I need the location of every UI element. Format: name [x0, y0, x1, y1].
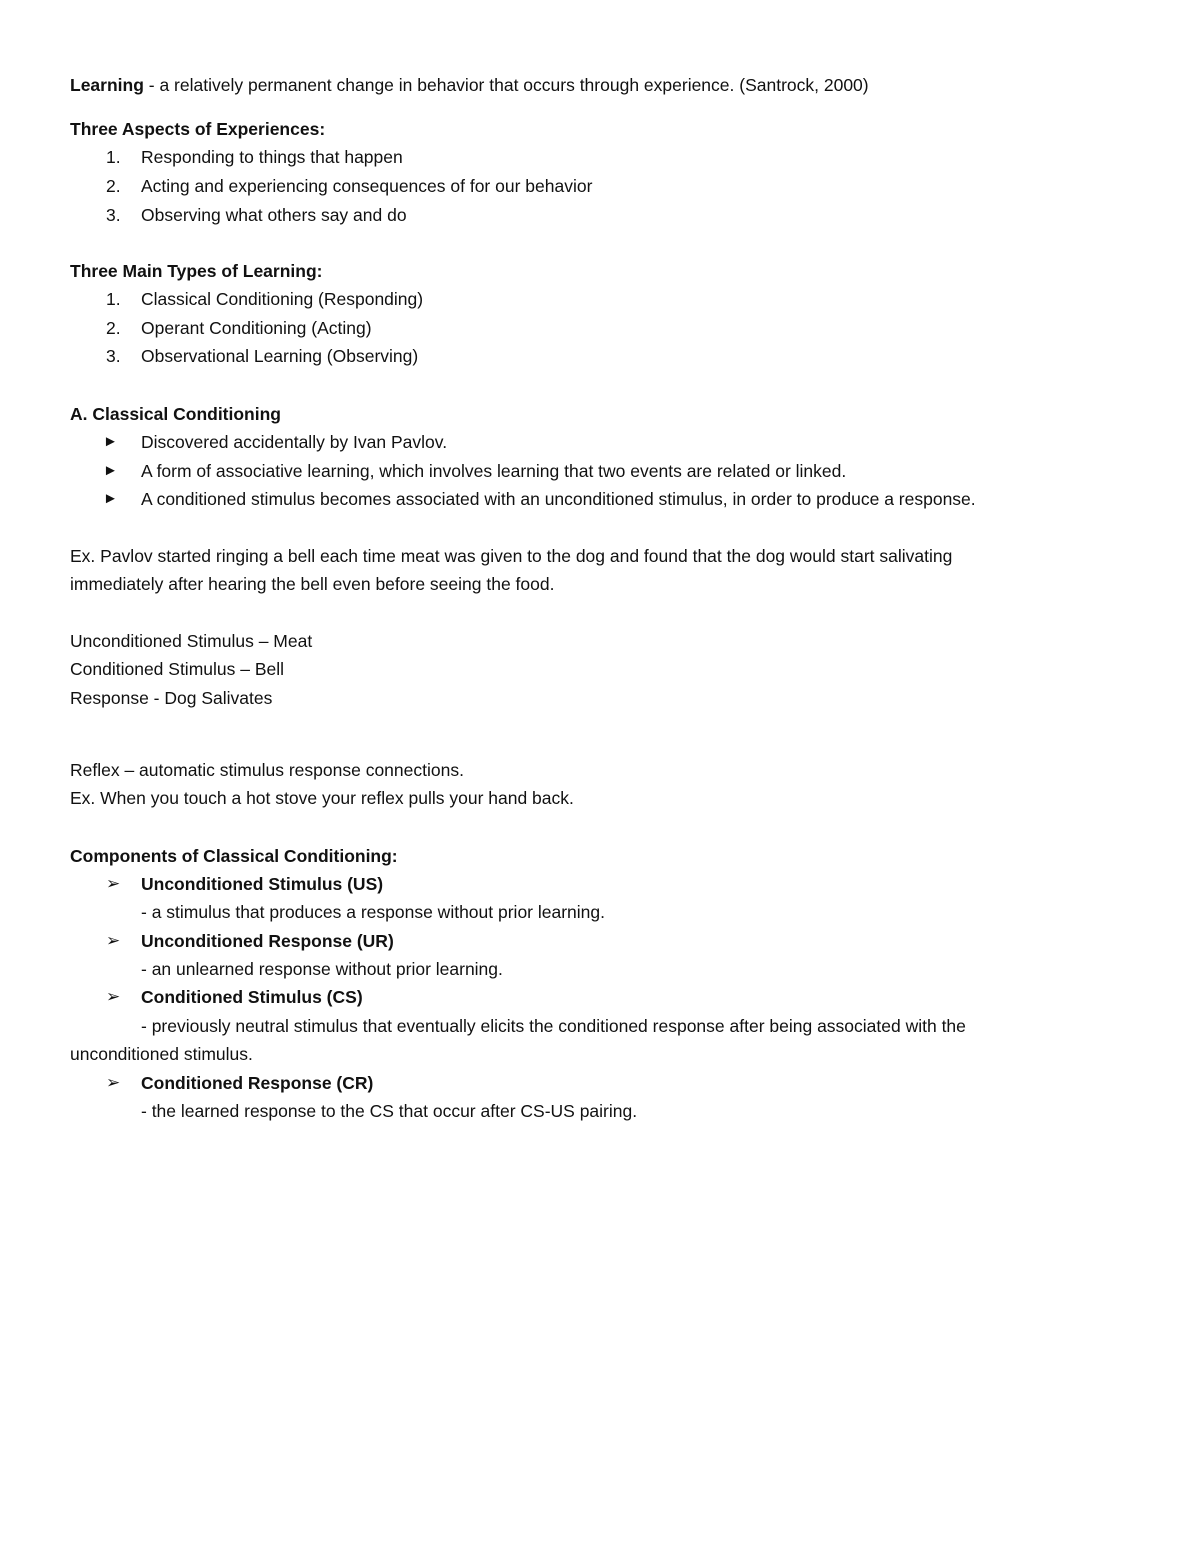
- component-description: - the learned response to the CS that occur after CS-US pairing.: [141, 1101, 638, 1121]
- component-title: Conditioned Response (CR): [141, 1073, 374, 1093]
- learning-definition: [70, 74, 869, 96]
- component-description: - a stimulus that produces a response without prior learning.: [141, 902, 605, 922]
- aspect-number: 3.: [106, 205, 121, 225]
- aspect-number: 2.: [106, 176, 121, 196]
- aspect-item: Observing what others say and do: [141, 205, 407, 225]
- type-item: Classical Conditioning (Responding): [141, 289, 424, 309]
- aspect-number: 1.: [106, 147, 121, 167]
- type-number: 2.: [106, 318, 121, 338]
- reflex-example: Ex. When you touch a hot stove your reflex pulls your hand back.: [70, 788, 574, 808]
- components-heading: Components of Classical Conditioning:: [70, 846, 398, 866]
- aspect-item: Responding to things that happen: [141, 147, 403, 167]
- component-description-continued: unconditioned stimulus.: [70, 1044, 253, 1064]
- definition-text: - a relatively permanent change in behavior that occurs through experience. (Santrock, 2000): [143, 75, 869, 95]
- arrow-bullet-icon: ►: [103, 490, 118, 507]
- component-title: Unconditioned Stimulus (US): [141, 874, 384, 894]
- component-description: - an unlearned response without prior learning.: [141, 959, 503, 979]
- classical-bullet: A conditioned stimulus becomes associated with an unconditioned stimulus, in order to produce a response.: [141, 489, 976, 509]
- type-item: Observational Learning (Observing): [141, 346, 419, 366]
- chevron-bullet-icon: ➢: [106, 1073, 121, 1092]
- type-number: 1.: [106, 289, 121, 309]
- classical-bullet: A form of associative learning, which involves learning that two events are related or linked.: [141, 461, 847, 481]
- type-item: Operant Conditioning (Acting): [141, 318, 372, 338]
- arrow-bullet-icon: ►: [103, 433, 118, 450]
- reflex-definition: Reflex – automatic stimulus response connections.: [70, 760, 464, 780]
- aspects-heading: Three Aspects of Experiences:: [70, 119, 326, 139]
- pavlov-example-line: Ex. Pavlov started ringing a bell each time meat was given to the dog and found that the dog would start salivating: [70, 546, 953, 566]
- stimulus-line: Response - Dog Salivates: [70, 688, 273, 708]
- chevron-bullet-icon: ➢: [106, 987, 121, 1006]
- aspect-item: Acting and experiencing consequences of for our behavior: [141, 176, 593, 196]
- chevron-bullet-icon: ➢: [106, 874, 121, 893]
- stimulus-line: Conditioned Stimulus – Bell: [70, 659, 285, 679]
- component-title: Unconditioned Response (UR): [141, 931, 394, 951]
- arrow-bullet-icon: ►: [103, 462, 118, 479]
- classical-heading: A. Classical Conditioning: [70, 404, 281, 424]
- classical-bullet: Discovered accidentally by Ivan Pavlov.: [141, 432, 448, 452]
- component-title: Conditioned Stimulus (CS): [141, 987, 363, 1007]
- chevron-bullet-icon: ➢: [106, 931, 121, 950]
- definition-term: Learning: [70, 75, 144, 95]
- pavlov-example-line: immediately after hearing the bell even before seeing the food.: [70, 574, 555, 594]
- type-number: 3.: [106, 346, 121, 366]
- types-heading: Three Main Types of Learning:: [70, 261, 323, 281]
- component-description: - previously neutral stimulus that eventually elicits the conditioned response after being associated with the: [141, 1016, 966, 1036]
- stimulus-line: Unconditioned Stimulus – Meat: [70, 631, 313, 651]
